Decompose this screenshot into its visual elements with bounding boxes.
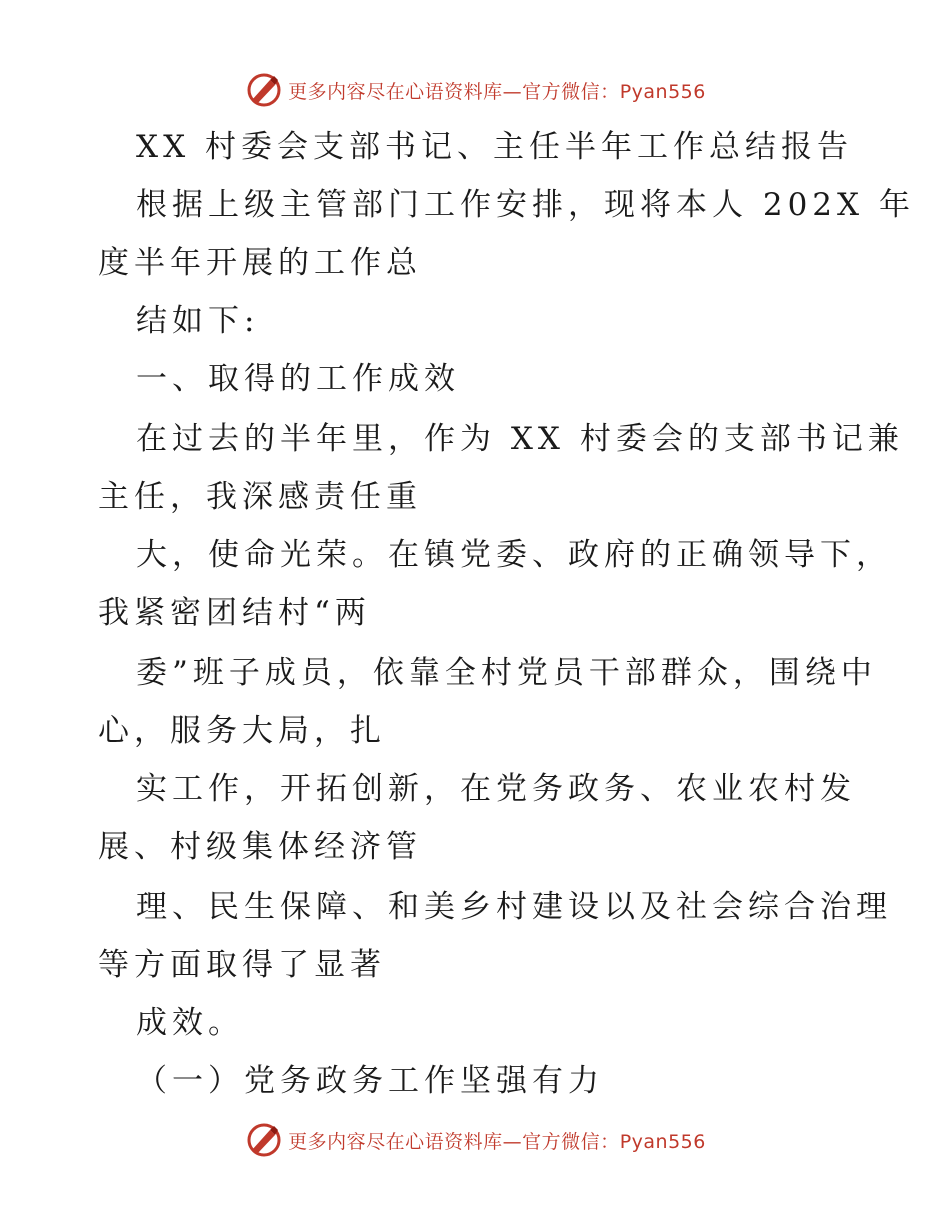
paragraph-line: 大，使命光荣。在镇党委、政府的正确领导下， <box>136 537 892 573</box>
paragraph-line: 结如下: <box>136 303 260 339</box>
paragraph-line: 实工作，开拓创新，在党务政务、农业农村发 <box>136 771 856 807</box>
pen-logo-icon <box>244 1120 284 1160</box>
paragraph-line: 心，服务大局，扎 <box>98 713 386 749</box>
document-title: XX 村委会支部书记、主任半年工作总结报告 <box>136 129 853 165</box>
pen-logo-icon <box>244 70 284 110</box>
paragraph-line: 理、民生保障、和美乡村建设以及社会综合治理 <box>136 889 892 925</box>
paragraph-line: 主任，我深感责任重 <box>98 479 422 515</box>
header-watermark <box>0 70 950 110</box>
watermark-text: 更多内容尽在心语资料库—官方微信：Pyan556 <box>288 1130 706 1153</box>
paragraph-line: 度半年开展的工作总 <box>98 245 422 281</box>
paragraph-line: 展、村级集体经济管 <box>98 829 422 865</box>
paragraph-line: 在过去的半年里，作为 XX 村委会的支部书记兼 <box>136 421 904 457</box>
paragraph-line: 成效。 <box>136 1005 244 1041</box>
watermark-text: 更多内容尽在心语资料库—官方微信：Pyan556 <box>288 80 706 103</box>
paragraph-line: 等方面取得了显著 <box>98 947 386 983</box>
subsection-heading: （一）党务政务工作坚强有力 <box>136 1063 604 1099</box>
section-heading: 一、取得的工作成效 <box>136 361 460 397</box>
footer-watermark <box>0 1120 950 1160</box>
paragraph-line: 我紧密团结村“两 <box>98 595 371 631</box>
paragraph-line: 根据上级主管部门工作安排，现将本人 202X 年 <box>136 187 915 223</box>
paragraph-line: 委”班子成员，依靠全村党员干部群众，围绕中 <box>136 655 877 691</box>
